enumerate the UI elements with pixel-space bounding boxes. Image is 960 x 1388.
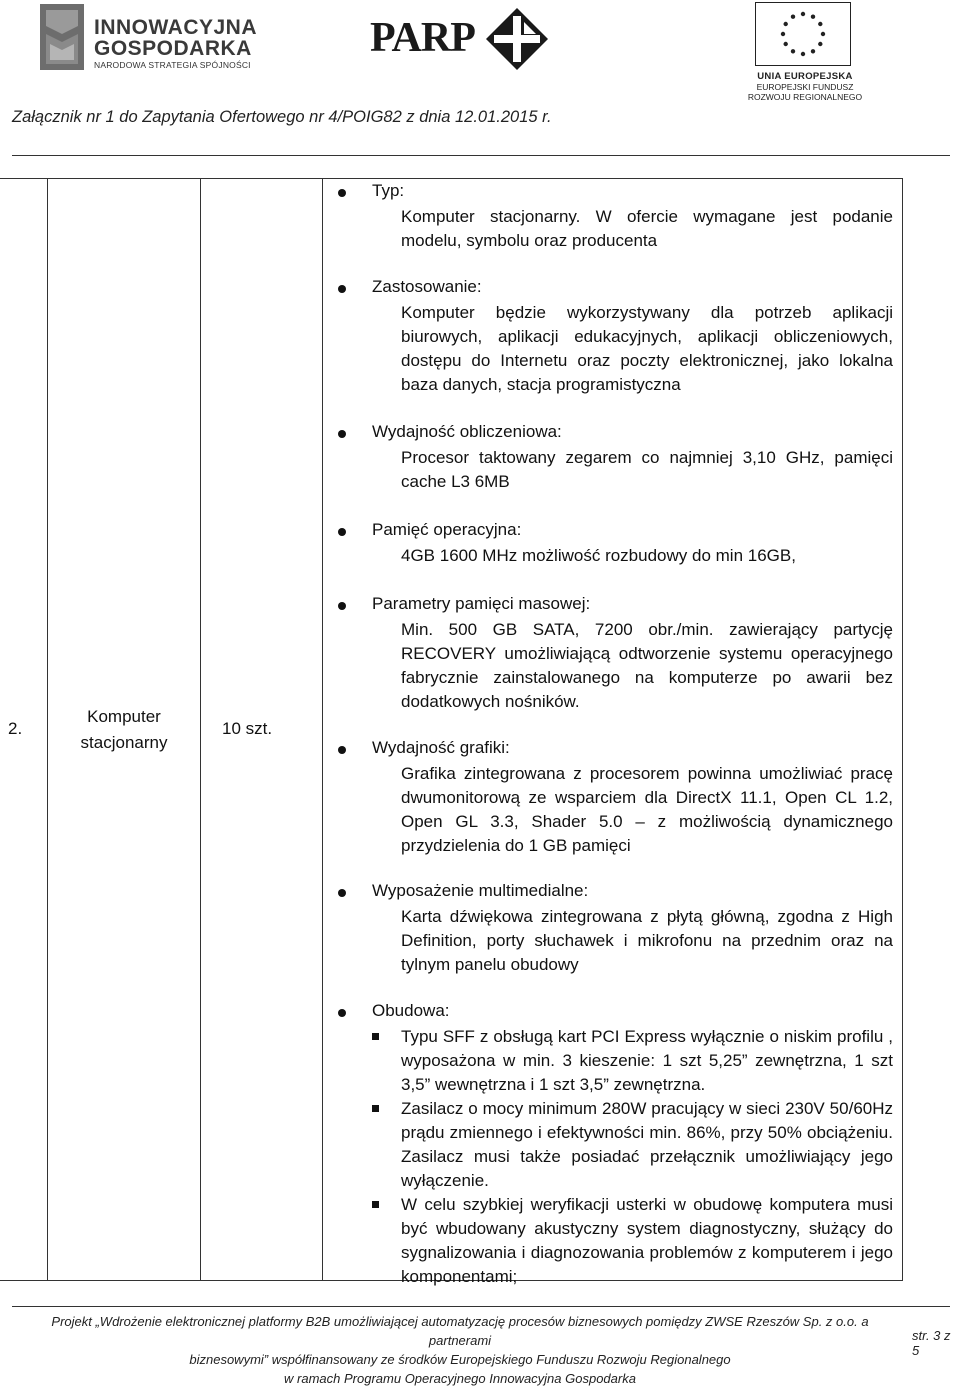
header-divider xyxy=(12,155,950,156)
obudowa-item: Typu SFF z obsługą kart PCI Express wyłącznie o niskim profilu , wyposażona w min. 3 kieszenie: 1 szt 5,25” zewnętrzna, 1 szt 3,5” wewnętrzna i 1 szt 3,5” zewnętrzna. xyxy=(401,1027,893,1094)
innowacyjna-gospodarka-logo xyxy=(40,4,258,74)
item-name: Komputer stacjonarny xyxy=(80,707,168,752)
document-subtitle: Załącznik nr 1 do Zapytania Ofertowego nr 4/POIG82 z dnia 12.01.2015 r. xyxy=(12,108,552,126)
spec-title: Typ: xyxy=(372,181,405,200)
eu-logo xyxy=(745,2,865,104)
parp-text: PARP xyxy=(370,15,475,61)
ig-emblem-icon xyxy=(40,4,84,70)
bullet-icon xyxy=(338,602,346,610)
spec-body: Karta dźwiękowa zintegrowana z płytą główną, zgodna z High Definition, porty słuchawek i mikrofonu na przednim oraz na tylnym panelu obudowy xyxy=(401,907,893,974)
eu-title-line1: UNIA EUROPEJSKA xyxy=(757,71,853,82)
bullet-icon xyxy=(338,889,346,897)
footer-line3: w ramach Programu Operacyjnego Innowacyjna Gospodarka xyxy=(284,1371,636,1386)
spec-body: Komputer stacjonarny. W ofercie wymagane jest podanie modelu, symbolu oraz producenta xyxy=(401,207,893,250)
bullet-icon xyxy=(338,189,346,197)
spec-title: Wydajność grafiki: xyxy=(372,738,510,757)
parp-emblem-icon xyxy=(486,8,548,70)
spec-title: Wydajność obliczeniowa: xyxy=(372,422,562,441)
column-divider xyxy=(47,179,48,1280)
spec-table xyxy=(0,178,903,1286)
footer-divider xyxy=(12,1306,950,1307)
column-divider xyxy=(322,179,323,1280)
obudowa-item: W celu szybkiej weryfikacji usterki w obudowę komputera musi być wbudowany akustyczny system diagnostyczny, służący do sygnalizowania i diagnozowania problemów z komputerem i jego komponentami; xyxy=(401,1195,893,1286)
spec-title: Obudowa: xyxy=(372,1001,450,1020)
footer-line1: Projekt „Wdrożenie elektronicznej platformy B2B umożliwiającej automatyzację procesów biznesowych pomiędzy ZWSE Rzeszów Sp. z o.o. a partnerami xyxy=(51,1314,869,1348)
eu-title-line2: EUROPEJSKI FUNDUSZ xyxy=(756,82,854,92)
bullet-icon xyxy=(338,1009,346,1017)
bullet-icon xyxy=(338,285,346,293)
spec-title: Pamięć operacyjna: xyxy=(372,520,522,539)
eu-flag-icon xyxy=(755,2,851,66)
header-logos xyxy=(0,0,960,105)
item-quantity: 10 szt. xyxy=(222,719,273,738)
ig-title-line2: GOSPODARKA xyxy=(94,37,252,60)
page-number: str. 3 z 5 xyxy=(912,1328,951,1358)
spec-title: Zastosowanie: xyxy=(372,277,482,296)
bullet-icon xyxy=(338,528,346,536)
square-bullet-icon xyxy=(372,1105,379,1112)
obudowa-item: Zasilacz o mocy minimum 280W pracujący w sieci 230V 50/60Hz prądu zmiennego i efektywności min. 86%, przy 50% obciążeniu. Zasilacz musi także posiadać przełącznik umożliwiający jego wyłączenie. xyxy=(401,1099,893,1190)
bullet-icon xyxy=(338,746,346,754)
ig-title-line3: NARODOWA STRATEGIA SPÓJNOŚCI xyxy=(94,60,251,70)
spec-body: 4GB 1600 MHz możliwość rozbudowy do min 16GB, xyxy=(401,546,796,565)
spec-body: Min. 500 GB SATA, 7200 obr./min. zawierający partycję RECOVERY umożliwiającą odtworzenie systemu operacyjnego fabrycznie zainstalowanego na komputerze po awarii bez dodatkowych nośników. xyxy=(401,620,893,711)
spec-body: Grafika zintegrowana z procesorem powinna umożliwiać pracę dwumonitorową ze wsparciem dla DirectX 11.1, Open CL 1.2, Open GL 3.3, Shader 5.0 – z możliwością dynamicznego przydzielenia do 1 GB pamięci xyxy=(401,764,893,855)
spec-body: Procesor taktowany zegarem co najmniej 3,10 GHz, pamięci cache L3 6MB xyxy=(401,448,893,491)
parp-logo xyxy=(370,8,560,70)
column-divider xyxy=(200,179,201,1280)
spec-body: Komputer będzie wykorzystywany dla potrzeb aplikacji biurowych, aplikacji edukacyjnych, aplikacji obliczeniowych, dostępu do Internetu oraz poczty elektronicznej, jako lokalna baza danych, stacja programistyczna xyxy=(401,303,893,394)
footer-text xyxy=(30,1312,890,1388)
footer-line2: biznesowymi” współfinansowany ze środków Europejskiego Funduszu Rozwoju Regionalnego xyxy=(189,1352,731,1367)
spec-title: Wyposażenie multimedialne: xyxy=(372,881,589,900)
square-bullet-icon xyxy=(372,1033,379,1040)
square-bullet-icon xyxy=(372,1201,379,1208)
spec-title: Parametry pamięci masowej: xyxy=(372,594,591,613)
eu-title-line3: ROZWOJU REGIONALNEGO xyxy=(747,92,863,102)
ig-title-line1: INNOWACYJNA xyxy=(94,16,258,39)
row-number: 2. xyxy=(8,719,23,738)
bullet-icon xyxy=(338,430,346,438)
